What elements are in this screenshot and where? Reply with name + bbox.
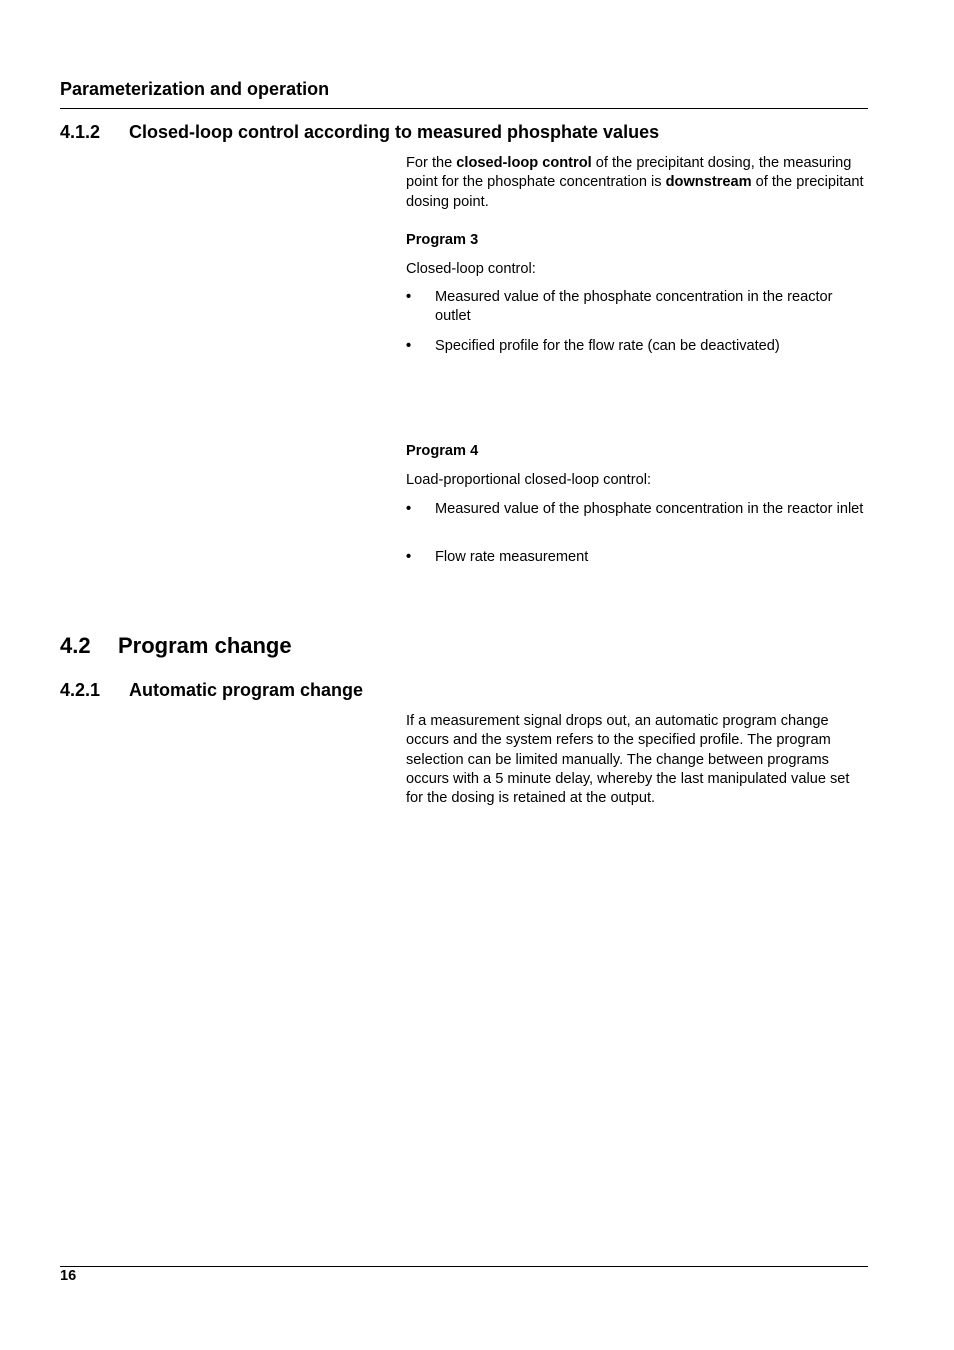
program-4-bullets xyxy=(406,500,868,519)
program-3-lead: Closed-loop control: xyxy=(406,261,536,277)
program-4-lead: Load-proportional closed-loop control: xyxy=(406,472,652,488)
intro-bold-closed-loop: closed-loop control xyxy=(456,155,592,171)
intro-text-1: For the xyxy=(406,155,457,171)
list-item: • Specified profile for the flow rate (can be deactivated) xyxy=(406,337,868,356)
intro-bold-downstream: downstream xyxy=(665,174,752,191)
list-item: • Flow rate measurement xyxy=(406,548,868,567)
program-4-bullets-2 xyxy=(406,548,868,567)
section-number: 4.1.2 xyxy=(60,122,101,142)
page-number: 16 xyxy=(60,1268,77,1284)
running-header: Parameterization and operation xyxy=(60,79,330,99)
section-4-1-2-heading xyxy=(60,122,659,143)
program-3-bullets xyxy=(406,288,868,327)
section-4-2-1-body: If a measurement signal drops out, an automatic program change occurs and the system refers to the specified profile. The program selection can be limited manually. The change between programs occurs with a 5 minute delay, whereby the last manipulated value set for the dosing is retained at the output. xyxy=(406,713,850,807)
section-number: 4.2.1 xyxy=(60,680,101,700)
program-4-title: Program 4 xyxy=(406,443,479,459)
section-title: Program change xyxy=(118,633,292,658)
program-3-bullets-2 xyxy=(406,337,868,356)
section-title: Automatic program change xyxy=(129,680,364,700)
intro-paragraph xyxy=(406,154,868,212)
section-number: 4.2 xyxy=(60,633,91,658)
footer-rule xyxy=(60,1266,868,1267)
list-item: • Measured value of the phosphate concentration in the reactor inlet xyxy=(406,500,868,519)
header-rule xyxy=(60,108,868,109)
section-title: Closed-loop control according to measured phosphate values xyxy=(129,122,660,142)
section-4-2-1-heading xyxy=(60,680,363,701)
section-4-2-heading xyxy=(60,633,292,659)
intro-text-2: of the precipitant dosing, the measuring point for the phosphate concentration is xyxy=(406,155,852,191)
program-3-title: Program 3 xyxy=(406,232,479,248)
intro-text-3: of the precipitant dosing point. xyxy=(406,174,864,210)
list-item: • Measured value of the phosphate concentration in the reactor outlet xyxy=(406,288,868,327)
